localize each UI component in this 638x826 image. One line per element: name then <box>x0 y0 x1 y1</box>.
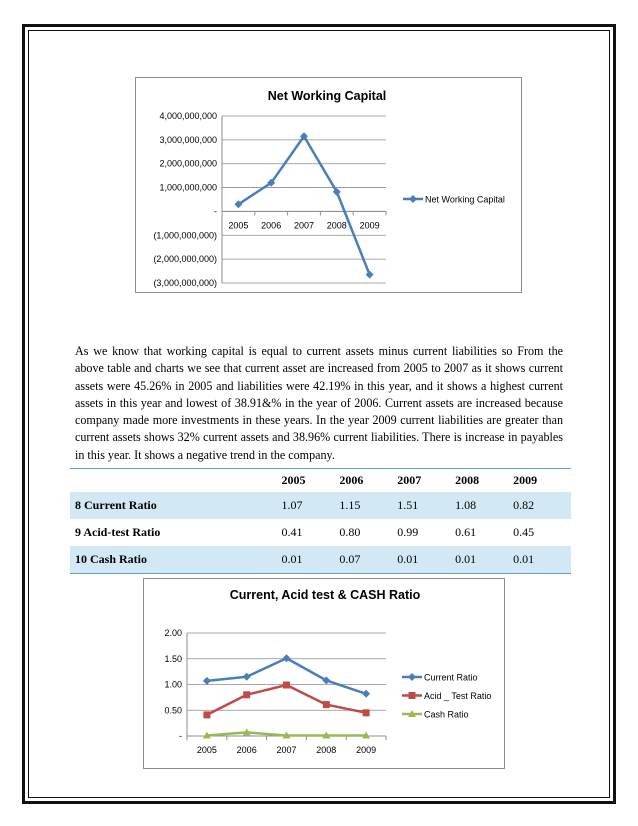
cell-value: 0.01 <box>397 546 455 574</box>
cell-value: 1.15 <box>339 492 397 519</box>
data-point <box>363 709 370 716</box>
legend-label: Cash Ratio <box>424 709 469 720</box>
ratio-chart-svg <box>144 579 504 768</box>
cell-value: 0.99 <box>397 525 419 539</box>
x-tick-label: 2005 <box>228 220 249 231</box>
cell-value: 1.51 <box>397 492 455 519</box>
legend-label: Current Ratio <box>424 672 478 683</box>
y-tick-label: 1.50 <box>164 653 182 664</box>
x-tick-label: 2007 <box>276 745 297 755</box>
data-point <box>323 701 330 708</box>
y-tick-label: 4,000,000,000 <box>159 111 217 121</box>
y-tick-label: 1.00 <box>164 679 182 690</box>
y-tick-label: 0.50 <box>164 705 182 716</box>
table-header-row <box>70 469 571 493</box>
x-tick-label: 2005 <box>196 745 217 755</box>
x-tick-label: 2009 <box>356 745 377 755</box>
table-row <box>70 492 571 519</box>
net-working-capital-chart <box>135 77 522 293</box>
net-working-capital-chart-svg <box>136 78 521 292</box>
cell-value: 0.01 <box>455 546 513 574</box>
cell-value: 0.07 <box>339 546 397 574</box>
cell-value: 0.82 <box>513 492 571 519</box>
header-year: 2006 <box>339 469 397 493</box>
cell-value: 1.07 <box>282 492 340 519</box>
y-tick-label: - <box>214 206 217 217</box>
x-tick-label: 2006 <box>261 220 282 231</box>
y-tick-label: 3,000,000,000 <box>159 134 217 145</box>
y-tick-label: 2.00 <box>164 628 182 638</box>
chart-title: Current, Acid test & CASH Ratio <box>229 588 421 602</box>
y-tick-label: (1,000,000,000) <box>153 230 217 241</box>
data-point <box>362 690 370 698</box>
y-tick-label: (3,000,000,000) <box>153 278 217 288</box>
cell-value: 0.41 <box>281 525 303 539</box>
cell-value: 0.01 <box>513 546 571 574</box>
legend-marker <box>408 673 416 681</box>
header-year: 2008 <box>455 469 513 493</box>
data-point <box>283 682 290 689</box>
ratio-chart <box>143 578 505 769</box>
cell-value: 0.80 <box>339 525 361 539</box>
data-point <box>203 677 211 685</box>
legend-label: Net Working Capital <box>425 194 505 205</box>
x-tick-label: 2008 <box>316 745 337 755</box>
table-row <box>70 519 571 546</box>
chart-title: Net Working Capital <box>267 89 387 103</box>
x-tick-label: 2006 <box>236 745 257 755</box>
legend-marker <box>409 195 417 203</box>
data-point <box>243 673 251 681</box>
y-tick-label: 2,000,000,000 <box>159 158 217 169</box>
data-point <box>203 711 210 718</box>
legend-marker <box>409 692 416 699</box>
y-tick-label: 1,000,000,000 <box>159 182 217 193</box>
ratio-table <box>70 468 571 574</box>
legend-label: Acid _ Test Ratio <box>424 691 492 701</box>
cell-value: 0.45 <box>513 525 535 539</box>
cell-value: 0.61 <box>455 525 477 539</box>
y-tick-label: (2,000,000,000) <box>153 254 217 265</box>
cell-value: 0.01 <box>282 546 340 574</box>
y-tick-label: - <box>179 731 182 741</box>
header-year: 2009 <box>513 469 571 493</box>
data-point <box>243 691 250 698</box>
row-label: 8 Current Ratio <box>70 492 282 519</box>
data-point <box>366 271 374 279</box>
cell-value: 1.08 <box>455 492 513 519</box>
header-year: 2005 <box>282 469 340 493</box>
analysis-paragraph: As we know that working capital is equal to current assets minus current liabilities so From the above table and charts we see that current asset are increased from 2005 to 2007 as it shows current assets were 45.26% in 2005 and liabilities were 42.19% in this year, and it shows a highest current assets in this year and lowest of 38.91&% in the year of 2006. Current assets are increased because company made more investments in these years. In the year 2009 current liabilities are greater than current assets shows 32% current assets and 38.96% current liabilities. There is increase in payables in this year. It shows a negative trend in the company. <box>75 344 563 462</box>
x-tick-label: 2007 <box>293 220 315 231</box>
header-blank <box>70 469 282 493</box>
series-line <box>238 136 369 274</box>
table-row <box>70 546 571 574</box>
row-label: 10 Cash Ratio <box>70 546 282 574</box>
header-year: 2007 <box>397 469 455 493</box>
x-tick-label: 2009 <box>359 220 380 231</box>
row-label: 9 Acid-test Ratio <box>75 525 161 539</box>
x-tick-label: 2008 <box>326 220 347 231</box>
